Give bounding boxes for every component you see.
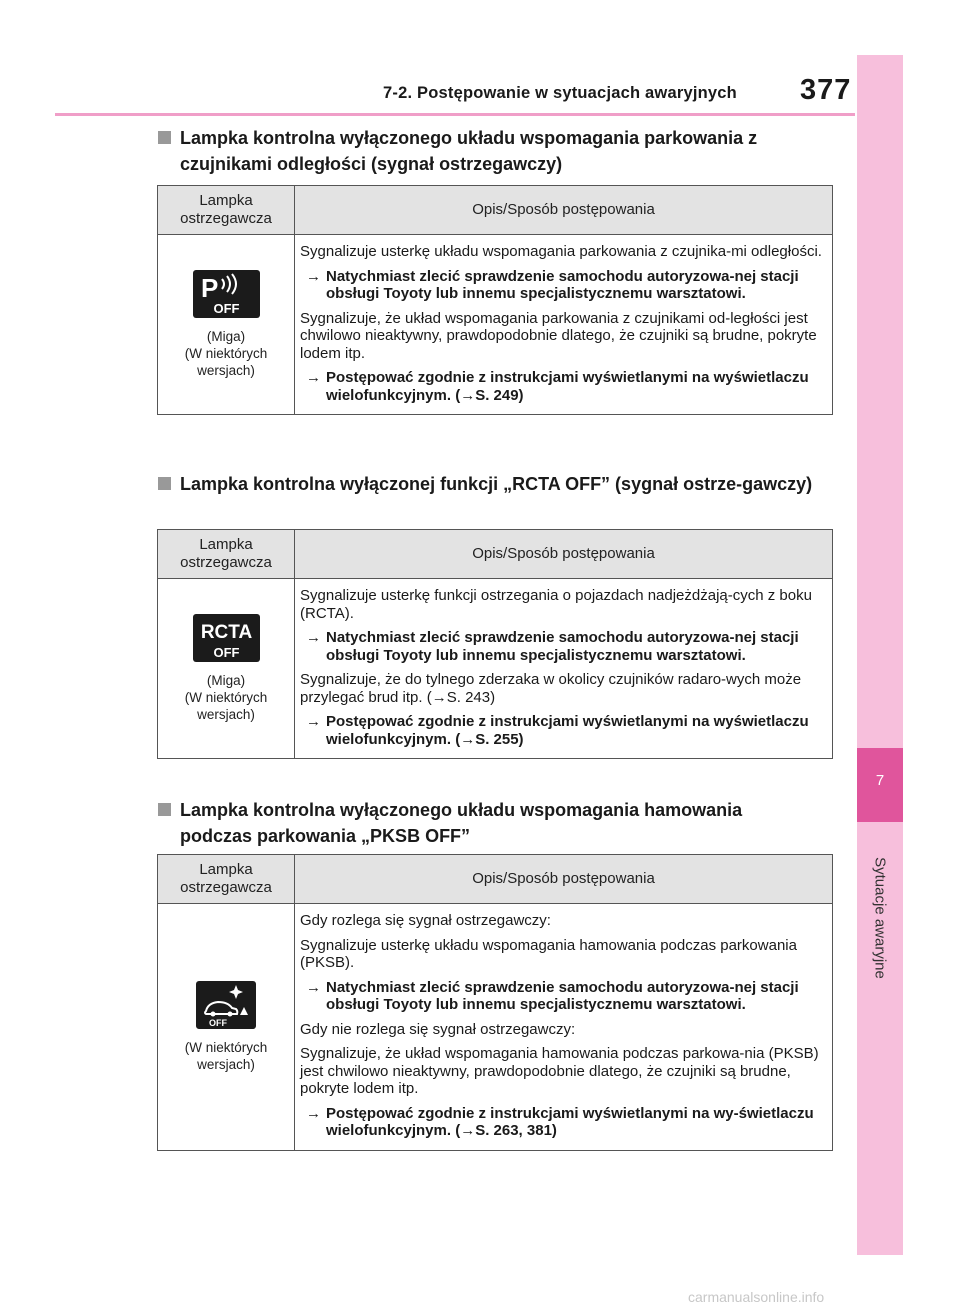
section-heading-text: Lampka kontrolna wyłączonego układu wspomagania parkowania z czujnikami odległości (sygnał ostrzegawczy) [180,128,758,174]
svg-text:OFF: OFF [213,645,239,660]
table-row [158,235,833,415]
bullet-square-icon [158,131,171,144]
action-text: Postępować zgodnie z instrukcjami wyświetlanymi na wyświetlaczu wielofunkcyjnym. (→S. 255) [326,713,809,748]
parking-sensor-off-icon [193,270,260,318]
pksb-off-icon [196,981,256,1029]
chapter-label: Sytuacje awaryjne [871,857,889,979]
description-cell [295,579,833,759]
lamp-cell [158,904,295,1151]
column-header-desc: Opis/Sposób postępowania [295,530,833,579]
chapter-side-tab [857,55,903,1255]
table-header-row [158,530,833,579]
action-text: Natychmiast zlecić sprawdzenie samochodu autoryzowa-nej stacji obsługi Toyoty lub innemu specjalistycznemu warsztatowi. [326,267,799,302]
warning-table [157,529,833,759]
rcta-off-icon [193,614,260,662]
svg-text:P: P [200,273,218,303]
lamp-caption: (Miga) (W niektórych wersjach) [184,329,268,378]
column-header-lamp: Lampka ostrzegawcza [158,186,295,235]
section-title: 7-2. Postępowanie w sytuacjach awaryjnych [383,84,737,102]
table-row [158,579,833,759]
column-header-desc: Opis/Sposób postępowania [295,186,833,235]
arrow-right-icon: → [306,1104,321,1122]
column-header-lamp: Lampka ostrzegawcza [158,530,295,579]
svg-text:OFF: OFF [209,1017,227,1028]
description-text: Sygnalizuje usterkę układu wspomagania parkowania z czujnika-mi odległości. [300,243,822,260]
action-instruction [300,1105,826,1140]
section-heading [158,125,818,177]
action-text: Postępować zgodnie z instrukcjami wyświetlanymi na wy-świetlaczu wielofunkcyjnym. (→S. 263, 381) [326,1104,814,1139]
description-text: Sygnalizuje, że układ wspomagania hamowania podczas parkowa-nia (PKSB) jest chwilowo nieaktywny, prawdopodobnie dlatego, że czujniki są brudne, pokryte lodem itp. [300,1045,819,1097]
svg-text:RCTA: RCTA [200,622,252,643]
description-cell [295,235,833,415]
section-heading [158,471,818,497]
watermark: carmanualsonline.info [688,1289,825,1305]
condition-text: Gdy nie rozlega się sygnał ostrzegawczy: [300,1020,576,1038]
lamp-caption: (Miga) (W niektórych wersjach) [184,673,268,722]
arrow-right-icon: → [306,369,321,386]
arrow-right-icon: → [306,267,321,285]
action-text: Natychmiast zlecić sprawdzenie samochodu autoryzowa-nej stacji obsługi Toyoty lub innemu specjalistycznemu warsztatowi. [326,629,799,664]
action-instruction [300,369,826,404]
action-text: Postępować zgodnie z instrukcjami wyświetlanymi na wyświetlaczu wielofunkcyjnym. (→S. 249) [326,369,809,404]
section-heading [158,797,818,849]
table-row [158,904,833,1151]
description-cell [295,904,833,1151]
action-instruction [300,713,826,748]
chapter-number[interactable]: 7 [857,748,903,822]
action-instruction [300,979,826,1014]
lamp-caption: (W niektórych wersjach) [184,1039,268,1072]
column-header-desc: Opis/Sposób postępowania [295,855,833,904]
description-text: Sygnalizuje, że do tylnego zderzaka w okolicy czujników radaro-wych może przylegać brud itp. (→S. 243) [300,671,802,706]
warning-table [157,854,833,1151]
section-heading-text: Lampka kontrolna wyłączonego układu wspomagania hamowania podczas parkowania „PKSB OFF” [180,800,743,846]
description-text: Sygnalizuje, że układ wspomagania parkowania z czujnikami od-ległości jest chwilowo nieaktywny, prawdopodobnie dlatego, że czujniki są brudne, pokryte lodem itp. [300,309,817,362]
warning-table [157,185,833,415]
page-number: 377 [800,74,852,106]
action-instruction [300,629,826,664]
condition-text: Gdy rozlega się sygnał ostrzegawczy: [300,912,551,929]
header-divider [55,113,855,116]
bullet-square-icon [158,803,171,816]
svg-text:OFF: OFF [213,301,239,316]
action-text: Natychmiast zlecić sprawdzenie samochodu autoryzowa-nej stacji obsługi Toyoty lub innemu specjalistycznemu warsztatowi. [326,978,799,1013]
bullet-square-icon [158,477,171,490]
arrow-right-icon: → [306,629,321,646]
description-text: Sygnalizuje usterkę funkcji ostrzegania o pojazdach nadjeżdżają-cych z boku (RCTA). [300,587,812,622]
table-header-row [158,855,833,904]
section-heading-text: Lampka kontrolna wyłączonej funkcji „RCTA OFF” (sygnał ostrze-gawczy) [180,474,813,494]
description-text: Sygnalizuje usterkę układu wspomagania hamowania podczas parkowania (PKSB). [300,936,797,971]
table-header-row [158,186,833,235]
lamp-cell [158,235,295,415]
arrow-right-icon: → [306,713,321,730]
column-header-lamp: Lampka ostrzegawcza [158,855,295,904]
lamp-cell [158,579,295,759]
arrow-right-icon: → [306,978,321,996]
action-instruction [300,268,826,303]
